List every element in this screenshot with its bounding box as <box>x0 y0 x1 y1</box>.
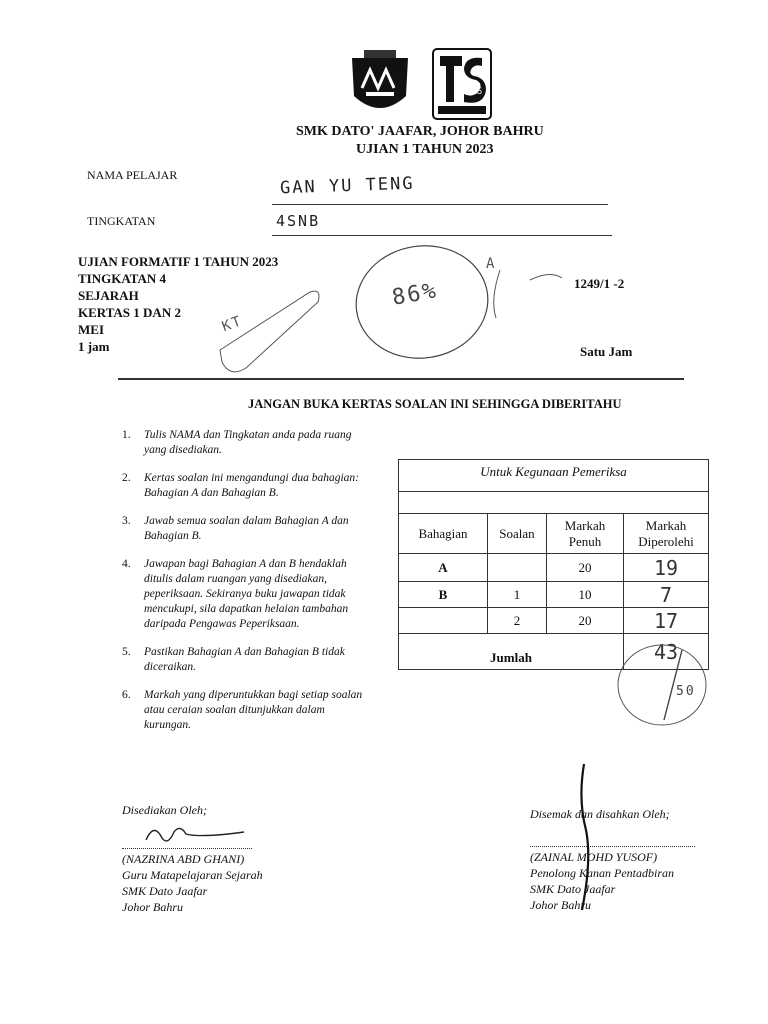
cell-bahagian: B <box>399 582 488 608</box>
cell-soalan <box>488 554 547 582</box>
examiner-table <box>398 459 709 670</box>
school-title: SMK DATO' JAAFAR, JOHOR BAHRU <box>296 124 544 139</box>
name-value: GAN YU TENG <box>279 173 415 199</box>
total-label: Jumlah <box>399 634 624 670</box>
cell-penuh: 10 <box>547 582 624 608</box>
paper-duration: Satu Jam <box>580 344 633 359</box>
paper-line2: TINGKATAN 4 <box>78 271 166 286</box>
paper-line3: SEJARAH <box>78 288 139 303</box>
right-school: SMK Dato Jaafar <box>530 882 616 896</box>
instruction-item <box>122 645 374 675</box>
school-crest-logo <box>348 48 412 120</box>
cell-bahagian <box>399 608 488 634</box>
instruction-text: Markah yang diperuntukkan bagi setiap soalan atau ceraian soalan ditunjukkan dalam kurungan. <box>144 689 363 731</box>
left-heading: Disediakan Oleh; <box>122 803 207 817</box>
instruction-item <box>122 471 374 501</box>
instructions-list <box>122 428 374 746</box>
pencil-annotations <box>200 240 580 380</box>
table-row <box>399 582 709 608</box>
paper-line6: 1 jam <box>78 339 110 354</box>
table-row <box>399 608 709 634</box>
name-label: NAMA PELAJAR <box>87 168 178 182</box>
instruction-number: 2. <box>122 472 131 484</box>
left-name: (NAZRINA ABD GHANI) <box>122 848 252 867</box>
table-spacer <box>399 492 709 514</box>
badge-number: 25 <box>472 86 483 96</box>
left-signature-scribble <box>140 816 260 850</box>
score-circle-text: 86% <box>390 278 440 311</box>
header-markah-diperolehi: Markah Diperolehi <box>624 514 709 554</box>
cell-diperolehi: 19 <box>624 554 709 582</box>
paper-line1: UJIAN FORMATIF 1 TAHUN 2023 <box>78 254 279 269</box>
right-city: Johor Bahru <box>530 898 591 912</box>
class-value: 4SNB <box>276 212 321 230</box>
cell-penuh: 20 <box>547 608 624 634</box>
table-title: Untuk Kegunaan Pemeriksa <box>399 460 709 492</box>
instruction-item <box>122 428 374 458</box>
instruction-text: Jawab semua soalan dalam Bahagian A dan Bahagian B. <box>144 515 349 542</box>
class-underline <box>272 235 612 236</box>
cell-soalan: 2 <box>488 608 547 634</box>
instruction-text: Tulis NAMA dan Tingkatan anda pada ruang yang disediakan. <box>144 429 352 456</box>
instruction-item <box>122 688 374 733</box>
header-markah-penuh: Markah Penuh <box>547 514 624 554</box>
header-soalan: Soalan <box>488 514 547 554</box>
class-label: TINGKATAN <box>87 214 156 228</box>
instruction-item <box>122 514 374 544</box>
paper-code: 1249/1 -2 <box>574 276 625 291</box>
right-heading: Disemak dan disahkan Oleh; <box>530 807 670 821</box>
signature-right <box>530 806 695 913</box>
warning-text: JANGAN BUKA KERTAS SOALAN INI SEHINGGA DIBERITAHU <box>248 397 622 411</box>
right-name: (ZAINAL MOHD YUSOF) <box>530 846 695 865</box>
table-row <box>399 554 709 582</box>
instruction-number: 3. <box>122 515 131 527</box>
header-bahagian: Bahagian <box>399 514 488 554</box>
total-value: 43 <box>624 634 709 670</box>
instruction-item <box>122 557 374 632</box>
cell-diperolehi: 7 <box>624 582 709 608</box>
instruction-number: 5. <box>122 646 131 658</box>
cell-penuh: 20 <box>547 554 624 582</box>
total-circle-mark <box>612 640 712 730</box>
paper-line5: MEI <box>78 322 104 337</box>
name-underline <box>272 204 608 205</box>
instruction-number: 1. <box>122 429 131 441</box>
instruction-number: 6. <box>122 689 131 701</box>
exam-title: UJIAN 1 TAHUN 2023 <box>356 142 494 157</box>
instruction-text: Kertas soalan ini mengandungi dua bahagian: Bahagian A dan Bahagian B. <box>144 472 359 499</box>
cell-soalan: 1 <box>488 582 547 608</box>
instruction-number: 4. <box>122 558 131 570</box>
left-city: Johor Bahru <box>122 900 183 914</box>
instruction-text: Pastikan Bahagian A dan Bahagian B tidak diceraikan. <box>144 646 345 673</box>
anniversary-logo <box>432 48 492 120</box>
instruction-text: Jawapan bagi Bahagian A dan B hendaklah ditulis dalam ruangan yang disediakan, peperiksaan. Sekiranya buku jawapan tidak mencukupi, sila dapatkan helaian tambahan daripada Pengawas Peperiksaan. <box>144 558 349 630</box>
right-role: Penolong Kanan Pentadbiran <box>530 866 674 880</box>
header-rule <box>118 378 684 380</box>
left-school: SMK Dato Jaafar <box>122 884 208 898</box>
right-signature-scribble <box>572 760 602 920</box>
total-out-of: 50 <box>676 684 696 699</box>
left-role: Guru Matapelajaran Sejarah <box>122 868 263 882</box>
stamp-initials: KT <box>219 312 245 336</box>
cell-bahagian: A <box>399 554 488 582</box>
tick-note: A <box>486 256 497 272</box>
cell-diperolehi: 17 <box>624 608 709 634</box>
paper-line4: KERTAS 1 DAN 2 <box>78 305 181 320</box>
